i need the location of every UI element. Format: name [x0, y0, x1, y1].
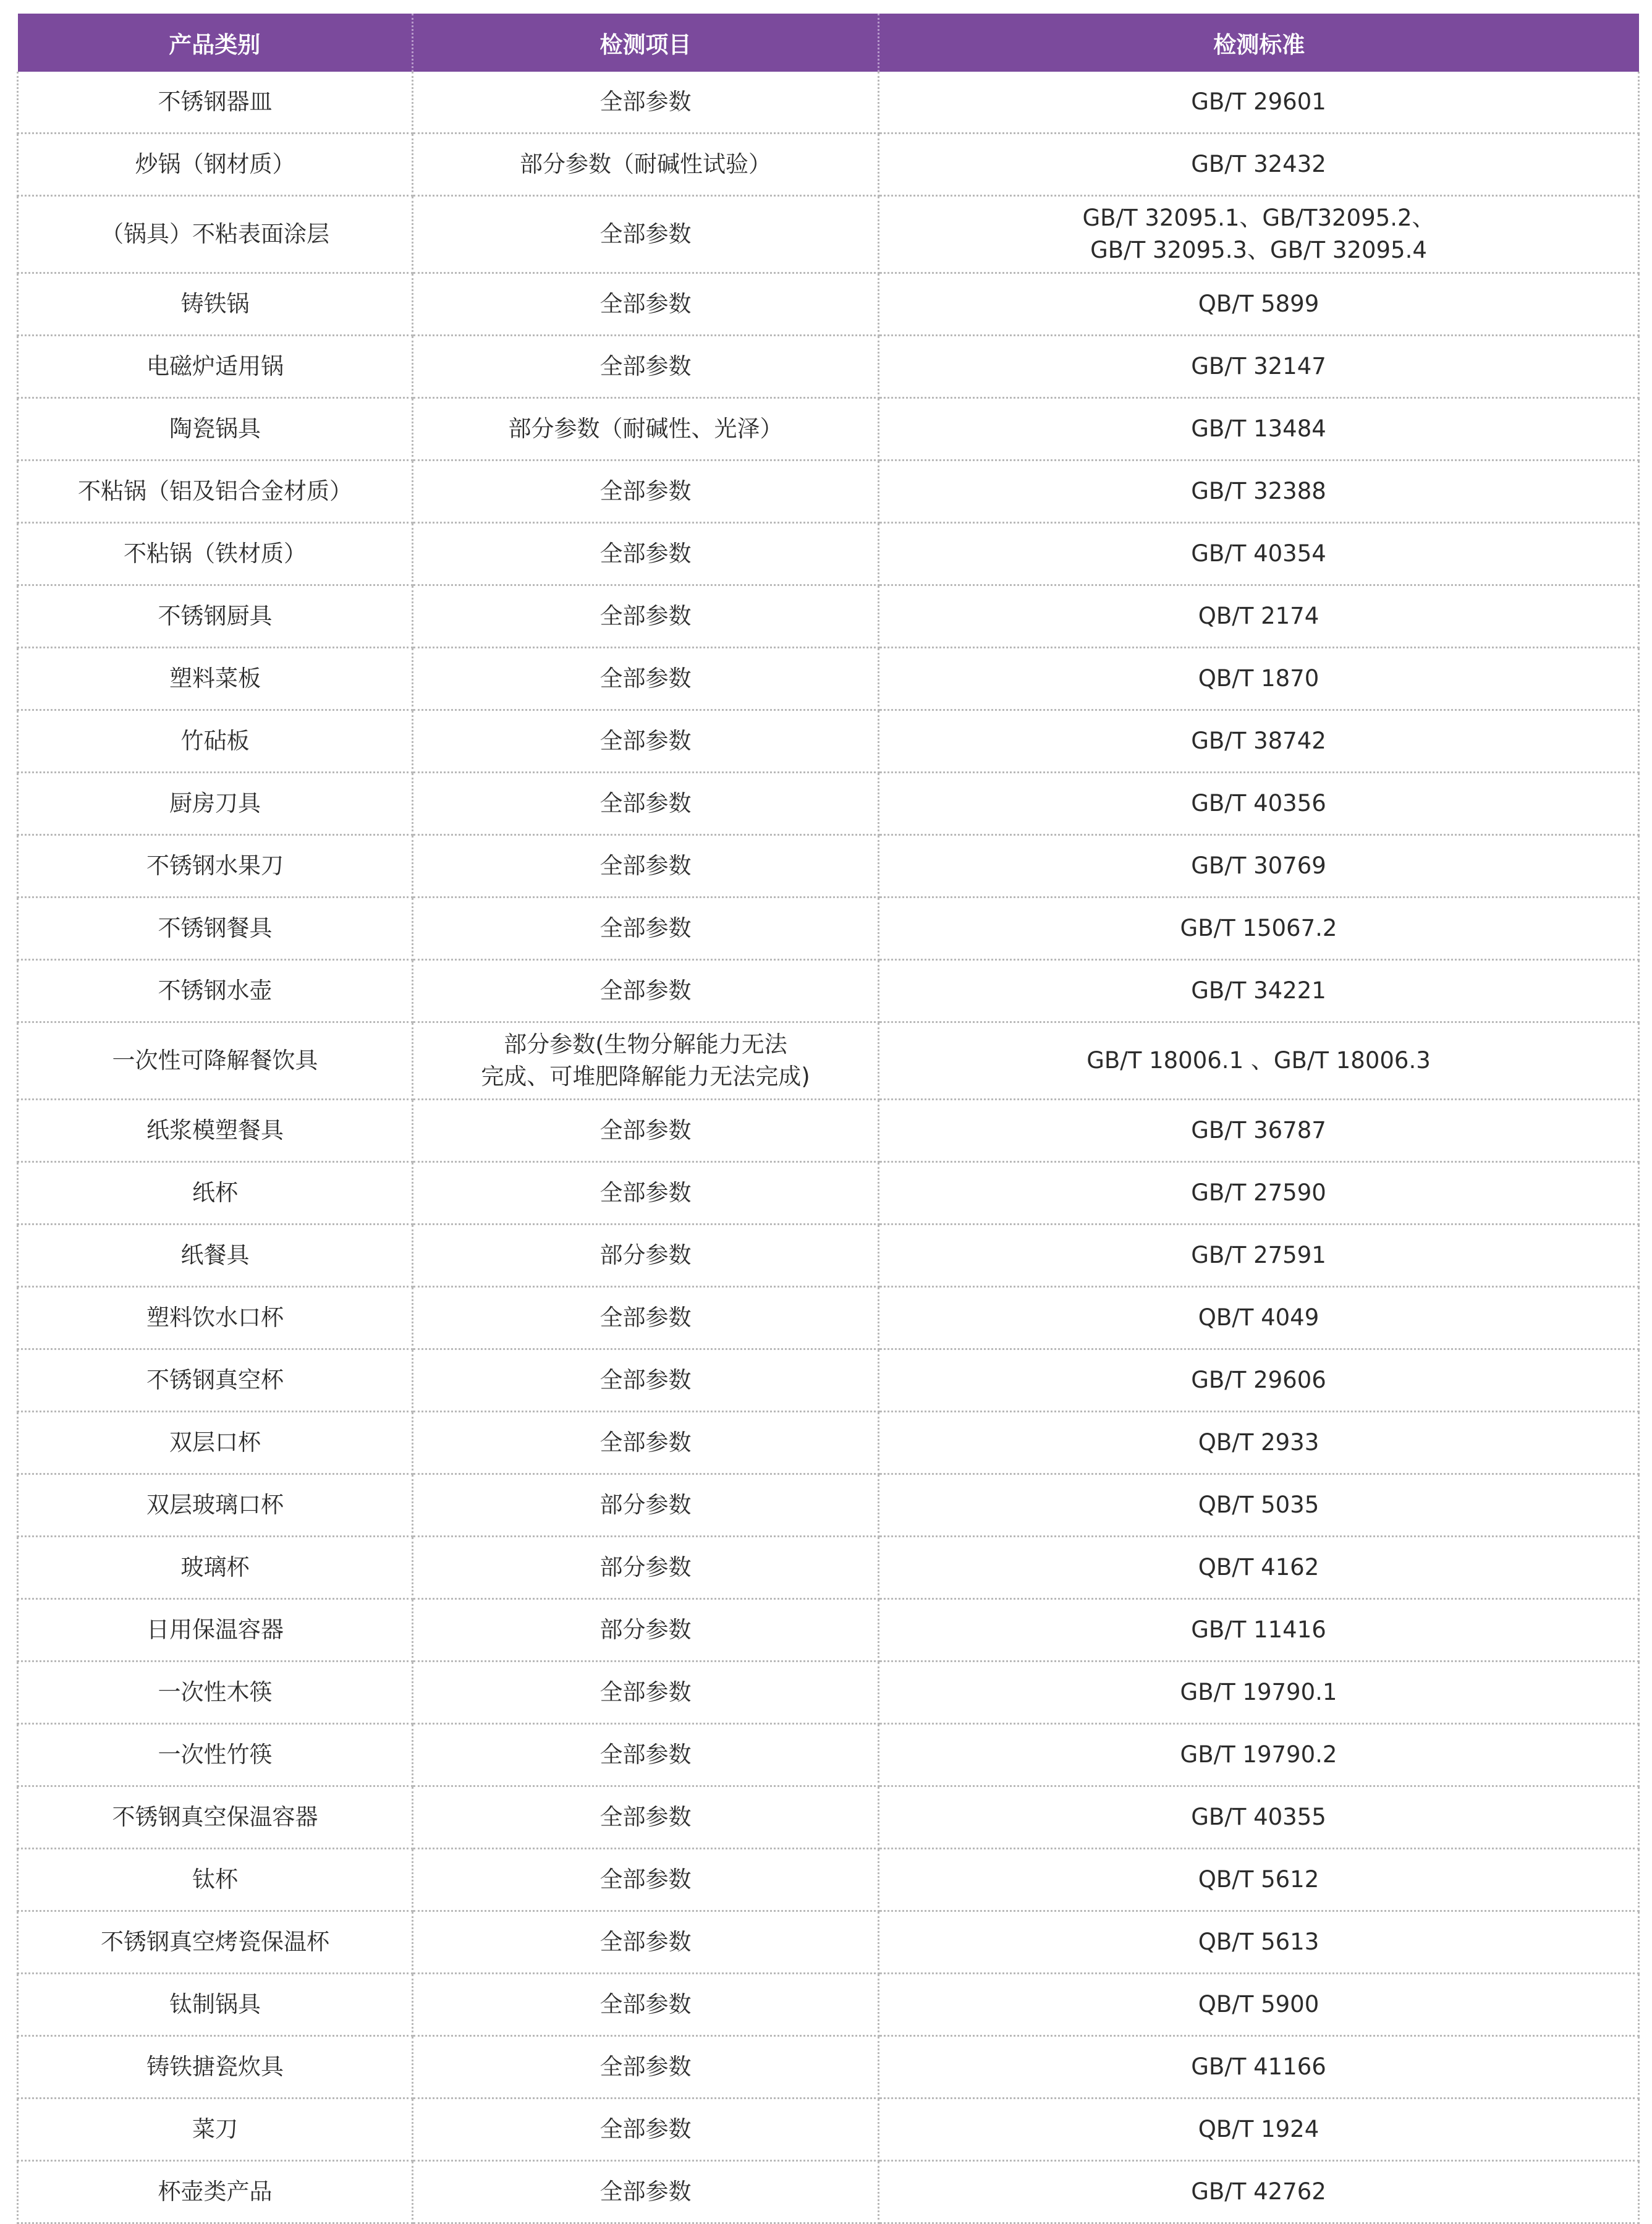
- cell-test-standard: GB/T 30769: [879, 835, 1639, 898]
- table-row: [18, 1412, 1639, 1474]
- cell-test-standard: QB/T 1870: [879, 648, 1639, 710]
- table-row: [18, 461, 1639, 523]
- cell-test-item: 全部参数: [413, 1412, 879, 1474]
- cell-test-standard: QB/T 5899: [879, 273, 1639, 336]
- cell-test-standard: GB/T 27590: [879, 1162, 1639, 1224]
- table-row: [18, 336, 1639, 398]
- cell-test-standard: QB/T 5613: [879, 1911, 1639, 1974]
- cell-test-item: 全部参数: [413, 461, 879, 523]
- cell-product-category: 不锈钢餐具: [18, 898, 413, 960]
- cell-test-standard: GB/T 19790.2: [879, 1724, 1639, 1786]
- cell-test-standard: GB/T 41166: [879, 2036, 1639, 2099]
- cell-test-standard: QB/T 4162: [879, 1537, 1639, 1599]
- cell-test-standard: GB/T 27591: [879, 1224, 1639, 1287]
- cell-product-category: 不粘锅（铝及铝合金材质）: [18, 461, 413, 523]
- table-row: [18, 648, 1639, 710]
- cell-test-standard: GB/T 15067.2: [879, 898, 1639, 960]
- cell-test-item: 全部参数: [413, 1911, 879, 1974]
- cell-test-item: 全部参数: [413, 1786, 879, 1849]
- cell-product-category: 玻璃杯: [18, 1537, 413, 1599]
- cell-test-standard: GB/T 40354: [879, 523, 1639, 585]
- cell-test-standard: GB/T 18006.1 、GB/T 18006.3: [879, 1022, 1639, 1100]
- cell-test-item: 全部参数: [413, 835, 879, 898]
- table-row: [18, 1022, 1639, 1100]
- cell-product-category: 钛杯: [18, 1849, 413, 1911]
- table-row: [18, 273, 1639, 336]
- cell-test-standard: QB/T 2174: [879, 585, 1639, 648]
- table-row: [18, 1537, 1639, 1599]
- cell-test-standard: GB/T 40355: [879, 1786, 1639, 1849]
- cell-product-category: 双层玻璃口杯: [18, 1474, 413, 1537]
- cell-test-item: 全部参数: [413, 1162, 879, 1224]
- cell-test-standard: GB/T 29601: [879, 72, 1639, 134]
- table-row: [18, 2099, 1639, 2161]
- cell-test-item: 部分参数（耐碱性、光泽）: [413, 398, 879, 461]
- cell-product-category: 电磁炉适用锅: [18, 336, 413, 398]
- cell-product-category: 不锈钢真空烤瓷保温杯: [18, 1911, 413, 1974]
- cell-test-standard: QB/T 5035: [879, 1474, 1639, 1537]
- cell-product-category: 纸餐具: [18, 1224, 413, 1287]
- cell-test-standard: GB/T 29606: [879, 1349, 1639, 1412]
- cell-test-item: 全部参数: [413, 2161, 879, 2223]
- cell-product-category: 不锈钢真空保温容器: [18, 1786, 413, 1849]
- cell-product-category: 不锈钢水果刀: [18, 835, 413, 898]
- cell-product-category: 纸浆模塑餐具: [18, 1100, 413, 1162]
- table-header-row: [18, 14, 1639, 72]
- table-row: [18, 1849, 1639, 1911]
- cell-product-category: 菜刀: [18, 2099, 413, 2161]
- cell-test-item: 全部参数: [413, 1287, 879, 1349]
- cell-test-item: 全部参数: [413, 960, 879, 1022]
- table-row: [18, 1662, 1639, 1724]
- cell-test-item: 全部参数: [413, 1849, 879, 1911]
- cell-test-standard: GB/T 32095.1、GB/T32095.2、 GB/T 32095.3、GB/T 32095.4: [879, 196, 1639, 273]
- cell-test-item: 部分参数: [413, 1537, 879, 1599]
- cell-test-standard: QB/T 5612: [879, 1849, 1639, 1911]
- cell-test-standard: GB/T 36787: [879, 1100, 1639, 1162]
- header-test-item: 检测项目: [413, 14, 879, 72]
- cell-product-category: 不粘锅（铁材质）: [18, 523, 413, 585]
- table-row: [18, 835, 1639, 898]
- cell-product-category: 一次性木筷: [18, 1662, 413, 1724]
- cell-test-item: 部分参数: [413, 1474, 879, 1537]
- cell-test-standard: GB/T 32388: [879, 461, 1639, 523]
- cell-product-category: 不锈钢水壶: [18, 960, 413, 1022]
- table-row: [18, 898, 1639, 960]
- table-row: [18, 1911, 1639, 1974]
- cell-test-standard: GB/T 38742: [879, 710, 1639, 773]
- cell-test-standard: GB/T 32147: [879, 336, 1639, 398]
- standards-table-container: [17, 14, 1638, 2224]
- cell-test-standard: QB/T 2933: [879, 1412, 1639, 1474]
- table-row: [18, 72, 1639, 134]
- cell-product-category: 不锈钢厨具: [18, 585, 413, 648]
- cell-test-item: 全部参数: [413, 336, 879, 398]
- table-row: [18, 398, 1639, 461]
- cell-test-standard: QB/T 5900: [879, 1974, 1639, 2036]
- cell-product-category: 一次性竹筷: [18, 1724, 413, 1786]
- cell-test-item: 全部参数: [413, 898, 879, 960]
- cell-test-item: 部分参数(生物分解能力无法 完成、可堆肥降解能力无法完成): [413, 1022, 879, 1100]
- cell-test-standard: GB/T 32432: [879, 134, 1639, 196]
- standards-table: [17, 14, 1640, 2224]
- cell-test-standard: QB/T 1924: [879, 2099, 1639, 2161]
- table-row: [18, 1162, 1639, 1224]
- cell-test-item: 部分参数: [413, 1599, 879, 1662]
- table-row: [18, 2036, 1639, 2099]
- cell-product-category: 不锈钢器皿: [18, 72, 413, 134]
- cell-test-item: 部分参数（耐碱性试验）: [413, 134, 879, 196]
- cell-test-item: 全部参数: [413, 196, 879, 273]
- table-row: [18, 1599, 1639, 1662]
- cell-product-category: 双层口杯: [18, 1412, 413, 1474]
- cell-product-category: 铸铁锅: [18, 273, 413, 336]
- table-row: [18, 1349, 1639, 1412]
- table-row: [18, 523, 1639, 585]
- cell-test-item: 部分参数: [413, 1224, 879, 1287]
- table-row: [18, 2161, 1639, 2223]
- table-row: [18, 1224, 1639, 1287]
- table-row: [18, 1786, 1639, 1849]
- table-row: [18, 960, 1639, 1022]
- cell-test-item: 全部参数: [413, 273, 879, 336]
- cell-test-item: 全部参数: [413, 773, 879, 835]
- cell-product-category: 竹砧板: [18, 710, 413, 773]
- cell-test-item: 全部参数: [413, 1100, 879, 1162]
- cell-test-standard: GB/T 19790.1: [879, 1662, 1639, 1724]
- table-row: [18, 710, 1639, 773]
- cell-product-category: 杯壶类产品: [18, 2161, 413, 2223]
- cell-product-category: 纸杯: [18, 1162, 413, 1224]
- cell-product-category: （锅具）不粘表面涂层: [18, 196, 413, 273]
- cell-test-standard: QB/T 4049: [879, 1287, 1639, 1349]
- table-row: [18, 1287, 1639, 1349]
- cell-test-standard: GB/T 34221: [879, 960, 1639, 1022]
- cell-product-category: 一次性可降解餐饮具: [18, 1022, 413, 1100]
- table-row: [18, 773, 1639, 835]
- header-product-category: 产品类别: [18, 14, 413, 72]
- cell-product-category: 铸铁搪瓷炊具: [18, 2036, 413, 2099]
- cell-test-standard: GB/T 13484: [879, 398, 1639, 461]
- table-row: [18, 1974, 1639, 2036]
- cell-test-standard: GB/T 42762: [879, 2161, 1639, 2223]
- cell-product-category: 塑料饮水口杯: [18, 1287, 413, 1349]
- cell-product-category: 炒锅（钢材质）: [18, 134, 413, 196]
- header-test-standard: 检测标准: [879, 14, 1639, 72]
- cell-test-item: 全部参数: [413, 1349, 879, 1412]
- cell-product-category: 厨房刀具: [18, 773, 413, 835]
- cell-test-item: 全部参数: [413, 648, 879, 710]
- cell-test-item: 全部参数: [413, 523, 879, 585]
- table-body: [18, 72, 1639, 2223]
- cell-product-category: 不锈钢真空杯: [18, 1349, 413, 1412]
- cell-test-item: 全部参数: [413, 710, 879, 773]
- cell-product-category: 陶瓷锅具: [18, 398, 413, 461]
- cell-test-standard: GB/T 40356: [879, 773, 1639, 835]
- cell-product-category: 塑料菜板: [18, 648, 413, 710]
- cell-product-category: 钛制锅具: [18, 1974, 413, 2036]
- cell-test-item: 全部参数: [413, 2099, 879, 2161]
- cell-test-standard: GB/T 11416: [879, 1599, 1639, 1662]
- table-row: [18, 134, 1639, 196]
- table-row: [18, 1474, 1639, 1537]
- cell-test-item: 全部参数: [413, 1724, 879, 1786]
- table-row: [18, 585, 1639, 648]
- table-row: [18, 1724, 1639, 1786]
- cell-test-item: 全部参数: [413, 1662, 879, 1724]
- cell-test-item: 全部参数: [413, 1974, 879, 2036]
- cell-product-category: 日用保温容器: [18, 1599, 413, 1662]
- cell-test-item: 全部参数: [413, 72, 879, 134]
- table-row: [18, 196, 1639, 273]
- cell-test-item: 全部参数: [413, 2036, 879, 2099]
- table-row: [18, 1100, 1639, 1162]
- cell-test-item: 全部参数: [413, 585, 879, 648]
